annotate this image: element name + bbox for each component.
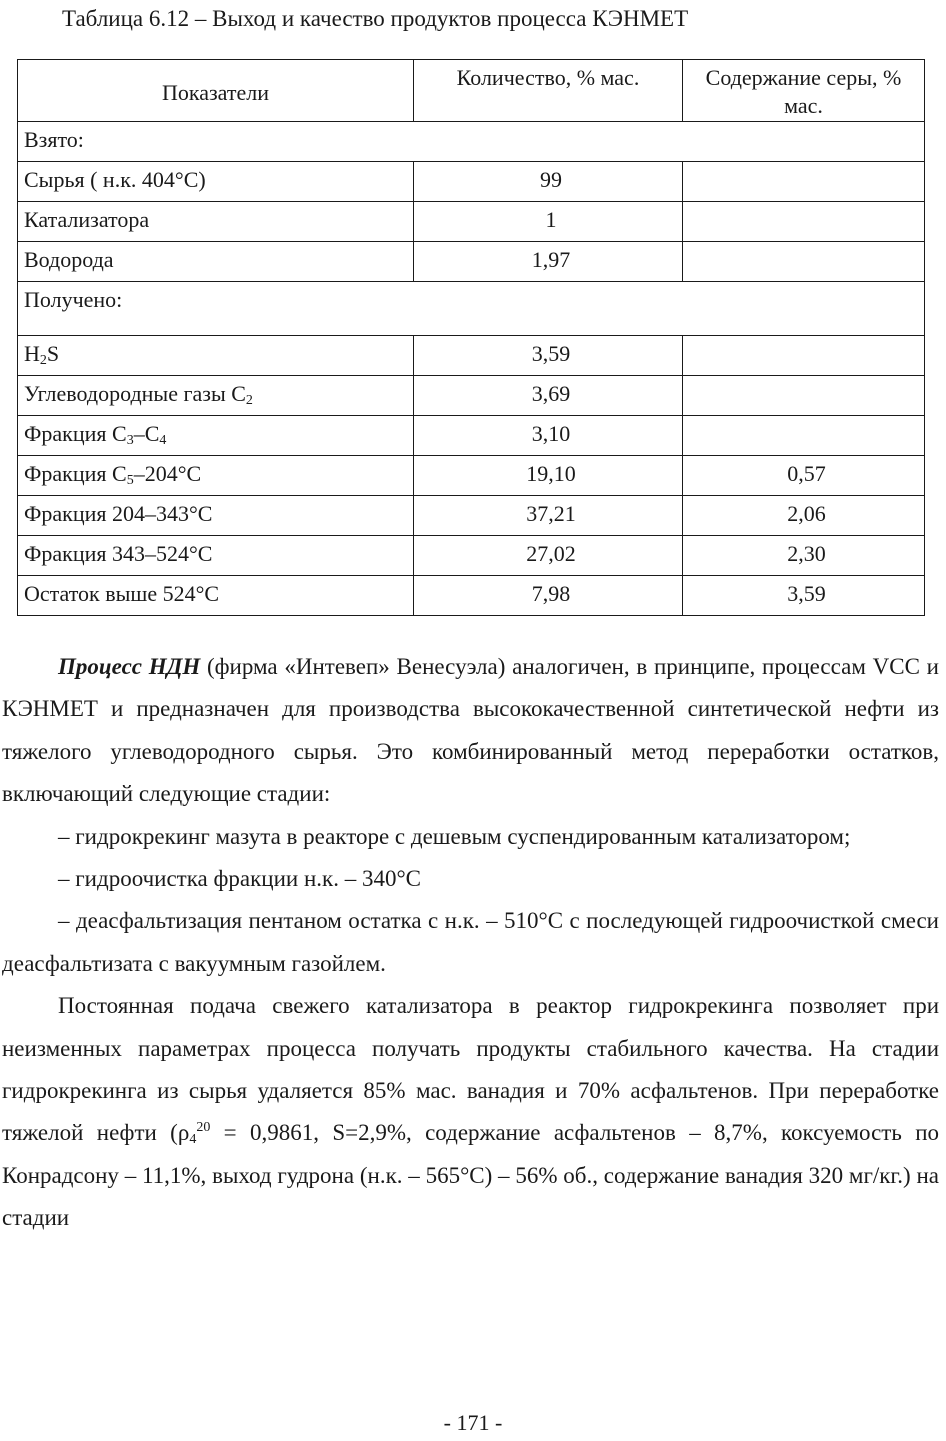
row-name: Фракция $С_5-204^\circ С$ (18, 456, 414, 496)
row-name: Остаток выше 524°С (18, 576, 414, 616)
row-name: Фракция 204–343°С (18, 496, 414, 536)
row-name: $H_2S$ (18, 336, 414, 376)
row-sulfur (683, 242, 925, 282)
row-qty: 37,21 (414, 496, 683, 536)
row-name: Фракция 343–524°С (18, 536, 414, 576)
row-sulfur (683, 416, 925, 456)
header-indicator: Показатели (18, 60, 414, 122)
page-number: - 171 - (443, 1410, 503, 1435)
row-name: Катализатора (18, 202, 414, 242)
row-sulfur (683, 202, 925, 242)
row-sulfur (683, 336, 925, 376)
row-name: Фракция $С_3-С_4$ (18, 416, 414, 456)
products-table (17, 59, 925, 616)
row-sulfur: 2,06 (683, 496, 925, 536)
row-qty: 1 (414, 202, 683, 242)
table-caption: Таблица 6.12 – Выход и качество продуктов процесса КЭНМЕТ (62, 6, 689, 31)
row-sulfur (683, 376, 925, 416)
header-quantity: Количество, % мас. (414, 60, 683, 122)
row-qty: 3,69 (414, 376, 683, 416)
table-row (18, 162, 925, 202)
table-row (18, 416, 925, 456)
table-row (18, 202, 925, 242)
row-sulfur (683, 162, 925, 202)
table-row (18, 456, 925, 496)
row-name: Водорода (18, 242, 414, 282)
row-name: Углеводородные газы $С_2$ (18, 376, 414, 416)
table-row (18, 576, 925, 616)
paragraph-stage-2: – гидроочистка фракции н.к. – 340°С (58, 866, 422, 892)
row-qty: 3,10 (414, 416, 683, 456)
section-taken-row (18, 122, 925, 162)
process-name: Процесс НДН (58, 654, 201, 679)
section-obtained-row (18, 282, 925, 336)
table-row (18, 336, 925, 376)
header-sulfur: Содержание серы, % мас. (683, 60, 925, 122)
section-obtained-label: Получено: (18, 282, 925, 336)
paragraph-stage-3: – деасфальтизация пентаном остатка с н.к. – 510°С с последующей гидроочисткой смеси деасфальтизата с вакуумным газойлем. (2, 908, 939, 976)
row-sulfur: 2,30 (683, 536, 925, 576)
paragraph-hdn: Процесс НДН (фирма «Интевеп» Венесуэла) аналогичен, в принципе, процессам VCC и КЭНМЕТ и предназначен для производства высококачественной синтетической нефти из тяжелого углеводородного сырья. Это комбинированный метод переработки остатков, включающий следующие стадии: (2, 654, 939, 807)
row-qty: 3,59 (414, 336, 683, 376)
paragraph-stage-1: – гидрокрекинг мазута в реакторе с дешевым суспендированным катализатором; (58, 823, 851, 849)
row-qty: 1,97 (414, 242, 683, 282)
row-sulfur: 3,59 (683, 576, 925, 616)
row-qty: 99 (414, 162, 683, 202)
row-qty: 19,10 (414, 456, 683, 496)
body-text (2, 646, 939, 1240)
table-row (18, 376, 925, 416)
paragraph-catalyst: Постоянная подача свежего катализатора в реактор гидрокрекинга позволяет при неизменных параметрах процесса получать продукты стабильного качества. На стадии гидрокрекинга из сырья удаляется 85% мас. ванадия и 70% асфальтенов. При переработке тяжелой нефти ($\rho_4^{20} = 0,9861$, S=2,9%, содержание асфальтенов – 8,7%, коксуемость по Конрадсону – 11,1%, выход гудрона (н.к. – 565°С) – 56% об., содержание ванадия 320 мг/кг.) на стадии (2, 993, 939, 1231)
table-row (18, 496, 925, 536)
section-taken-label: Взято: (18, 122, 925, 162)
table-header-row (18, 60, 925, 122)
table-row (18, 242, 925, 282)
row-qty: 7,98 (414, 576, 683, 616)
row-sulfur: 0,57 (683, 456, 925, 496)
row-qty: 27,02 (414, 536, 683, 576)
row-name: Сырья ( н.к. 404°С) (18, 162, 414, 202)
table-row (18, 536, 925, 576)
